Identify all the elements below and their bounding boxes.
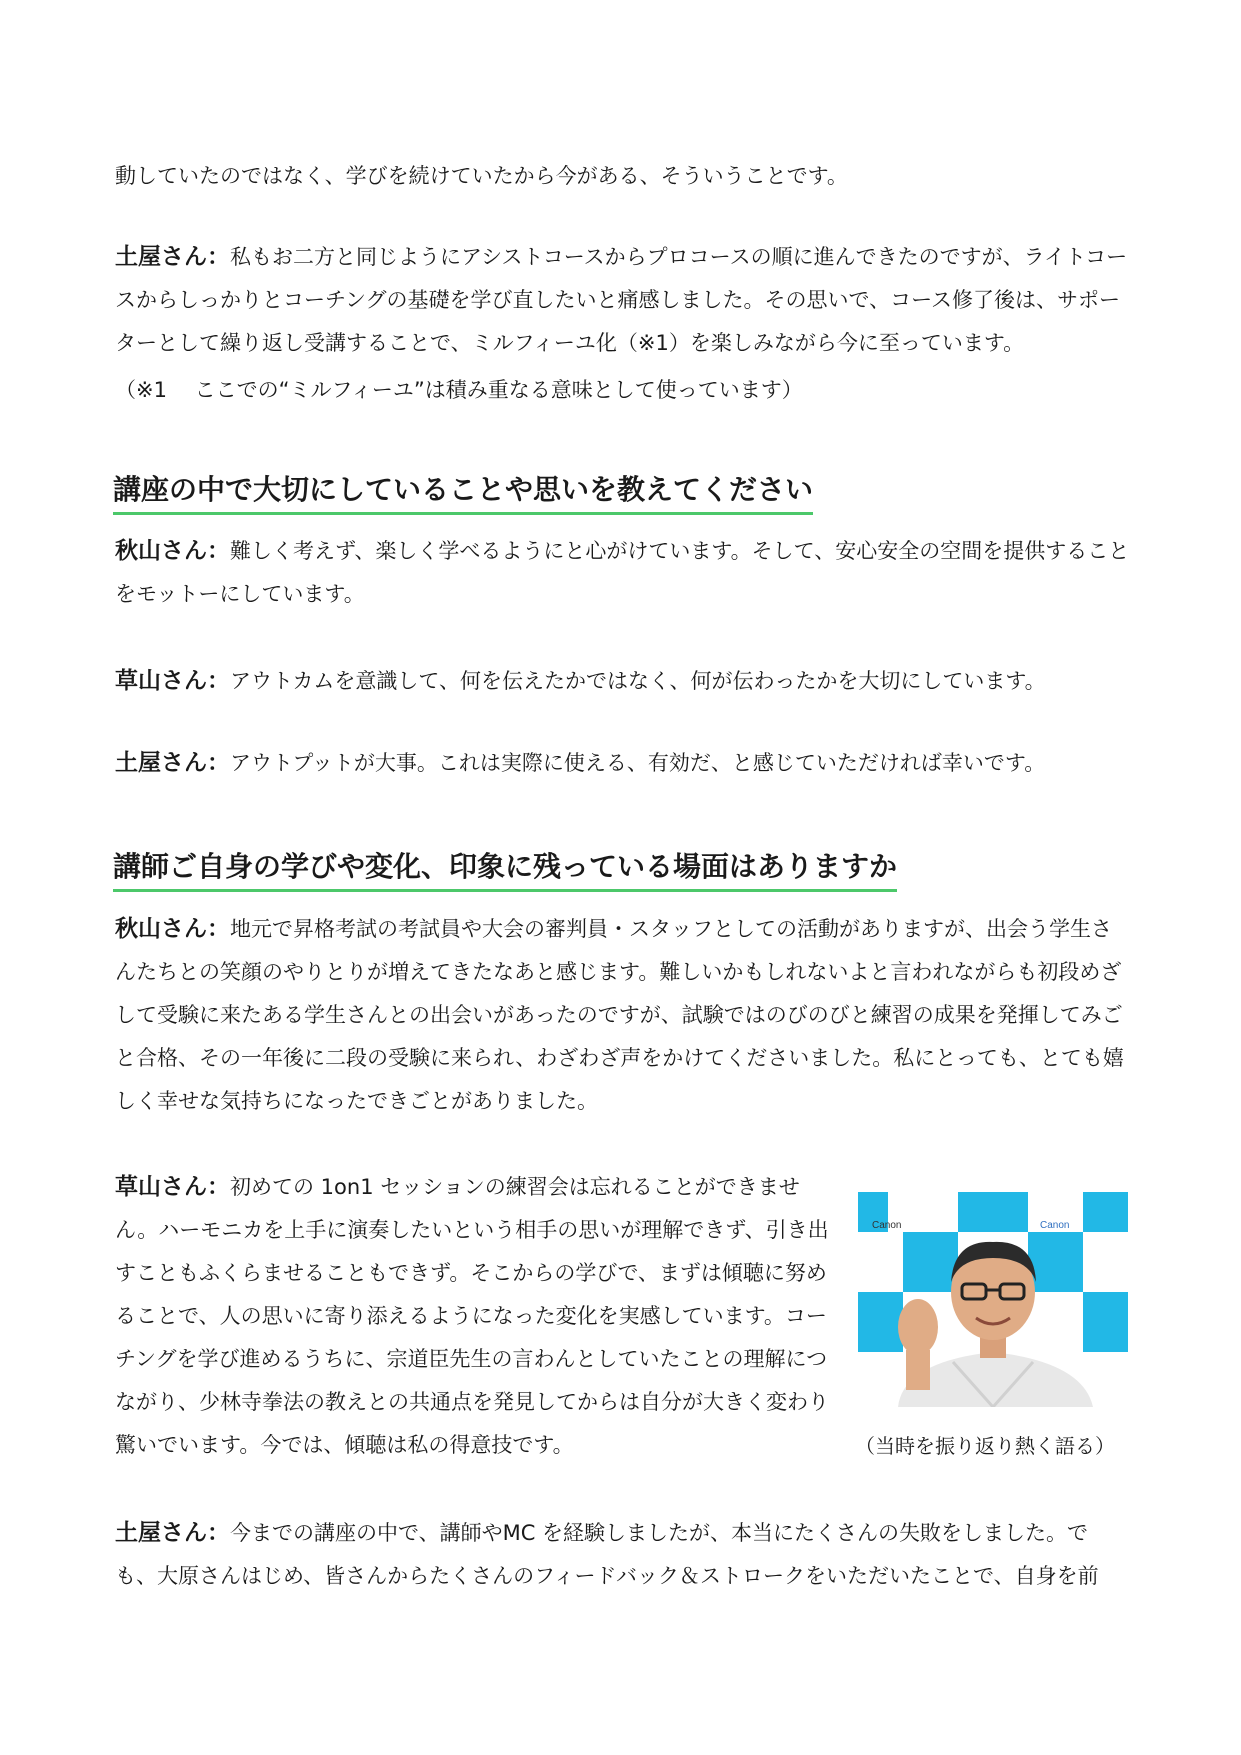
kusayama-paragraph-1: [115, 660, 1130, 703]
footnote: [115, 369, 1130, 412]
paragraph-text: アウトカムを意識して、何を伝えたかではなく、何が伝わったかを大切にしています。: [230, 669, 1046, 693]
paragraph-text: 地元で昇格考試の考試員や大会の審判員・スタッフとしての活動がありますが、出会う学生さんたちとの笑顔のやりとりが増えてきたなあと感じます。難しいかもしれないよと言われながらも初段めざして受験に来たある学生さんとの出会いがあったのですが、試験ではのびのびと練習の成果を発揮してみごと合格、その一年後に二段の受験に来られ、わざわざ声をかけてくださいました。私にとっても、とても嬉しく幸せな気持ちになったできごとがありました。: [115, 917, 1124, 1113]
footnote-text: （※1 ここでの“ミルフィーユ”は積み重なる意味として使っています）: [115, 378, 803, 402]
paragraph-text: 今までの講座の中で、講師やMC を経験しましたが、本当にたくさんの失敗をしました。でも、大原さんはじめ、皆さんからたくさんのフィードバック＆ストロークをいただいたことで、自身を前: [115, 1521, 1099, 1588]
paragraph-text: 私もお二方と同じようにアシストコースからプロコースの順に進んできたのですが、ライトコースからしっかりとコーチングの基礎を学び直したいと痛感しました。その思いで、コース修了後は、サポーターとして繰り返し受講することで、ミルフィーユ化（※1）を楽しみながら今に至っています。: [115, 245, 1128, 355]
photo-sign-text: Canon: [872, 1220, 902, 1231]
tsuchiya-paragraph-2: [115, 742, 1130, 785]
paragraph-text: アウトプットが大事。これは実際に使える、有効だ、と感じていただければ幸いです。: [230, 751, 1046, 775]
intro-paragraph: [115, 155, 1130, 198]
section-heading-1: 講座の中で大切にしていることや思いを教えてください: [113, 470, 813, 515]
speaker-label: 草山さん：: [115, 1174, 230, 1200]
section-heading-2: 講師ご自身の学びや変化、印象に残っている場面はありますか: [113, 847, 897, 892]
photo-illustration: [858, 1192, 1128, 1407]
speaker-label: 秋山さん：: [115, 916, 230, 942]
akiyama-paragraph-1: [115, 530, 1130, 616]
tsuchiya-paragraph-1: [115, 236, 1130, 365]
tsuchiya-paragraph-3: [115, 1512, 1130, 1598]
photo-caption: （当時を振り返り熱く語る）: [855, 1434, 1115, 1458]
kusayama-paragraph-2: [115, 1166, 840, 1467]
intro-text: 動していたのではなく、学びを続けていたから今がある、そういうことです。: [115, 164, 848, 188]
photo-sign-text: Canon: [1040, 1220, 1070, 1231]
speaker-label: 土屋さん：: [115, 244, 230, 270]
speaker-label: 草山さん：: [115, 668, 230, 694]
speaker-label: 土屋さん：: [115, 750, 230, 776]
akiyama-paragraph-2: [115, 908, 1130, 1123]
speaker-label: 秋山さん：: [115, 538, 230, 564]
paragraph-text: 初めての 1on1 セッションの練習会は忘れることができません。ハーモニカを上手に演奏したいという相手の思いが理解できず、引き出すこともふくらませることもできず。そこからの学びで、まずは傾聴に努めることで、人の思いに寄り添えるようになった変化を実感しています。コーチングを学び進めるうちに、宗道臣先生の言わんとしていたことの理解につながり、少林寺拳法の教えとの共通点を発見してからは自分が大きく変わり驚いでいます。今では、傾聴は私の得意技です。: [115, 1175, 829, 1457]
speaker-photo: [858, 1192, 1128, 1407]
speaker-label: 土屋さん：: [115, 1520, 230, 1546]
paragraph-text: 難しく考えず、楽しく学べるようにと心がけています。そして、安心安全の空間を提供することをモットーにしています。: [115, 539, 1130, 606]
